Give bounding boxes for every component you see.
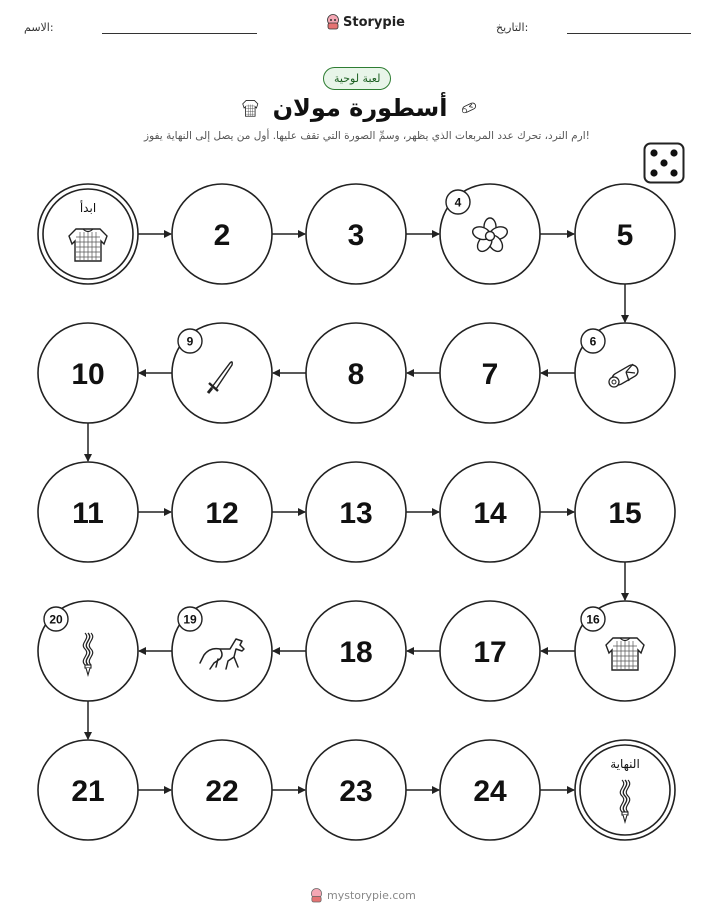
board-cell: [38, 601, 138, 701]
cell-number: 5: [616, 219, 634, 252]
name-label: الاسم:: [24, 21, 54, 34]
cell-number: 24: [473, 775, 507, 808]
cell-number: 18: [339, 636, 373, 669]
board-cell: [172, 740, 272, 840]
badge-number: 6: [589, 334, 597, 349]
date-label: التاريخ:: [496, 21, 529, 34]
armor-icon: [69, 229, 107, 261]
cell-circle: [575, 740, 675, 840]
game-tag: لعبة لوحية: [323, 67, 391, 90]
board-cell: [172, 323, 272, 423]
brand-name: Storypie: [343, 14, 405, 30]
cell-number: 23: [339, 775, 373, 808]
cell-number: 8: [347, 358, 365, 391]
badge-number: 20: [49, 612, 63, 627]
board-cell: [172, 184, 272, 284]
cell-number: 2: [213, 219, 231, 252]
page-title: أسطورة مولان: [272, 94, 448, 122]
footer-url[interactable]: mystorypie.com: [327, 889, 416, 902]
cell-number: 10: [71, 358, 105, 391]
board-cell: [575, 601, 675, 701]
storypie-mascot-icon: [310, 888, 323, 903]
cell-number: 17: [473, 636, 507, 669]
board-cells: [38, 184, 675, 840]
start-label: ابدأ: [79, 201, 97, 215]
board-cell: [575, 323, 675, 423]
board-cell: [440, 323, 540, 423]
cell-number: 12: [205, 497, 239, 530]
board-cell: [306, 462, 406, 562]
finish-label: النهاية: [610, 757, 640, 771]
cell-number: 22: [205, 775, 239, 808]
cell-number: 3: [347, 219, 365, 252]
board-cell: [172, 462, 272, 562]
board-cell: [38, 323, 138, 423]
board-cell: [440, 601, 540, 701]
cell-number: 15: [608, 497, 642, 530]
cell-number: 13: [339, 497, 373, 530]
finish-cell: [575, 740, 675, 840]
board-cell: [306, 601, 406, 701]
badge-number: 19: [183, 612, 197, 627]
badge-number: 4: [454, 195, 462, 210]
armor-icon: [606, 638, 644, 670]
cell-number: 7: [481, 358, 499, 391]
footer: [310, 888, 416, 903]
badge-number: 9: [186, 334, 194, 349]
board-cell: [440, 184, 540, 284]
board-cell: [38, 462, 138, 562]
board-cell: [306, 323, 406, 423]
cell-number: 11: [72, 497, 104, 530]
board-cell: [440, 462, 540, 562]
board-cell: [440, 740, 540, 840]
board-cell: [575, 462, 675, 562]
board-cell: [38, 740, 138, 840]
board-cell: [306, 740, 406, 840]
cell-number: 21: [71, 775, 105, 808]
badge-number: 16: [586, 612, 600, 627]
board-cell: [575, 184, 675, 284]
cell-number: 14: [473, 497, 507, 530]
board-cell: [172, 601, 272, 701]
start-cell: [38, 184, 138, 284]
instructions: ارم النرد، تحرك عدد المربعات الذي يظهر، وسمِّ الصورة التي تقف عليها. أول من يصل إلى النهاية يفوز!: [144, 130, 590, 142]
board-cell: [306, 184, 406, 284]
